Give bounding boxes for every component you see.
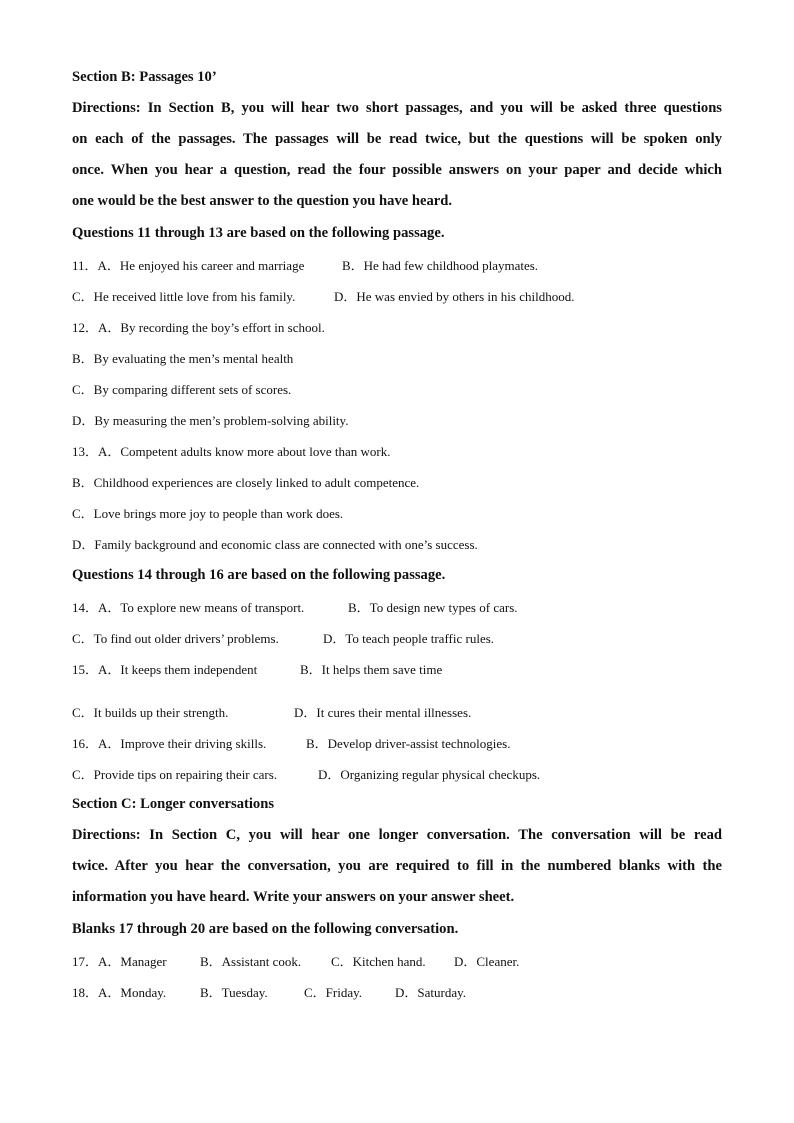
question-16-options-cd [72, 758, 722, 789]
q13-option-c: C．Love brings more joy to people than work does. [72, 506, 344, 522]
section-b-directions-line-4: one would be the best answer to the question you have heard. [72, 193, 453, 210]
q15-option-b: B．It helps them save time [300, 661, 443, 677]
q15-option-d: D．It cures their mental illnesses. [294, 704, 472, 720]
q11-option-a: 11．A．He enjoyed his career and marriage [72, 257, 305, 273]
q11-option-b: B．He had few childhood playmates. [342, 257, 539, 273]
q16-option-c: C．Provide tips on repairing their cars. [72, 767, 278, 783]
section-c-directions-line-2: twice. After you hear the conversation, you are required to fill in the numbered blanks with the [72, 858, 722, 875]
q16-option-b: B．Develop driver-assist technologies. [306, 736, 511, 752]
question-14-options-cd [72, 622, 722, 653]
q18-option-d: D．Saturday. [395, 984, 467, 1000]
q17-option-b: B．Assistant cook. [200, 953, 302, 969]
question-16-options-ab [72, 727, 722, 758]
questions-14-16-heading: Questions 14 through 16 are based on the following passage. [72, 566, 446, 583]
q16-option-a: 16．A．Improve their driving skills. [72, 736, 267, 752]
blanks-17-20-heading: Blanks 17 through 20 are based on the following conversation. [72, 920, 459, 937]
exam-page [72, 62, 722, 1007]
q13-option-a: 13．A．Competent adults know more about love than work. [72, 444, 391, 460]
q17-option-d: D．Cleaner. [454, 953, 520, 969]
q15-option-a: 15．A．It keeps them independent [72, 661, 258, 677]
section-c-directions-line-1: Directions: In Section C, you will hear one longer conversation. The conversation will be read [72, 827, 722, 844]
q17-option-c: C．Kitchen hand. [331, 953, 426, 969]
q15-option-c: C．It builds up their strength. [72, 704, 229, 720]
q13-option-d: D．Family background and economic class are connected with one’s success. [72, 537, 478, 553]
q12-option-b: B．By evaluating the men’s mental health [72, 350, 294, 366]
section-b-directions-line-1: Directions: In Section B, you will hear two short passages, and you will be asked three questions [72, 100, 722, 117]
q11-option-c: C．He received little love from his family. [72, 288, 296, 304]
questions-11-13-heading: Questions 11 through 13 are based on the following passage. [72, 224, 445, 241]
question-14-options-ab [72, 591, 722, 622]
spacer [72, 684, 722, 696]
q11-option-d: D．He was envied by others in his childhood. [334, 288, 575, 304]
question-17-options [72, 945, 722, 976]
section-c-heading: Section C: Longer conversations [72, 796, 275, 813]
question-11-options-cd [72, 280, 722, 311]
section-b-heading: Section B: Passages 10’ [72, 69, 217, 86]
section-b-directions-line-3: once. When you hear a question, read the four possible answers on your paper and decide which [72, 162, 722, 179]
question-15-options-ab [72, 653, 722, 684]
q17-option-a: 17．A．Manager [72, 953, 167, 969]
question-11-options-ab [72, 249, 722, 280]
q18-option-b: B．Tuesday. [200, 984, 268, 1000]
question-15-options-cd [72, 696, 722, 727]
q12-option-c: C．By comparing different sets of scores. [72, 381, 292, 397]
section-b-directions-line-2: on each of the passages. The passages will be read twice, but the questions will be spoken only [72, 131, 722, 148]
q14-option-d: D．To teach people traffic rules. [323, 630, 495, 646]
question-18-options [72, 976, 722, 1007]
q18-option-a: 18．A．Monday. [72, 984, 167, 1000]
q12-option-d: D．By measuring the men’s problem-solving ability. [72, 413, 349, 429]
q14-option-b: B．To design new types of cars. [348, 599, 518, 615]
section-c-directions-line-3: information you have heard. Write your answers on your answer sheet. [72, 889, 515, 906]
q16-option-d: D．Organizing regular physical checkups. [318, 767, 541, 783]
q12-option-a: 12．A．By recording the boy’s effort in school. [72, 319, 325, 335]
q13-option-b: B．Childhood experiences are closely linked to adult competence. [72, 475, 420, 491]
q18-option-c: C．Friday. [304, 984, 363, 1000]
q14-option-c: C．To find out older drivers’ problems. [72, 630, 279, 646]
q14-option-a: 14．A．To explore new means of transport. [72, 599, 305, 615]
